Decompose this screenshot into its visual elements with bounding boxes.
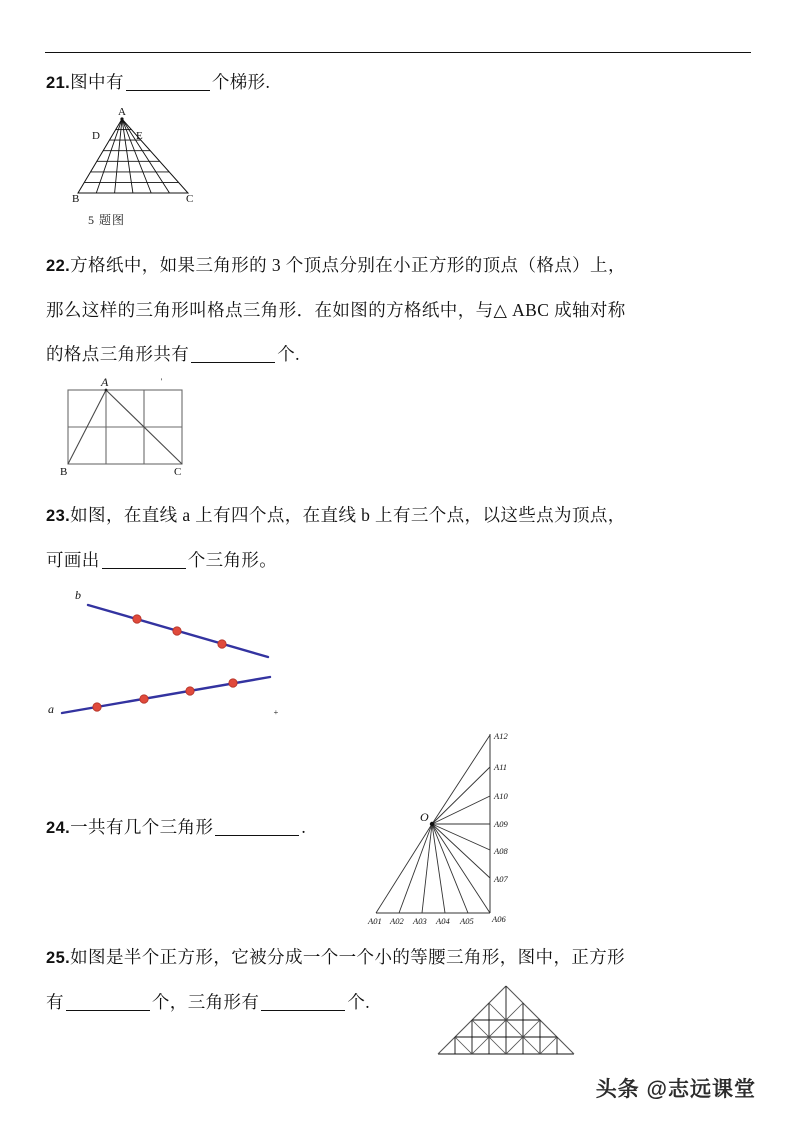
label-E-21: E: [136, 130, 143, 142]
watermark: 头条 @志远课堂: [595, 1078, 756, 1101]
label-C-21: C: [186, 193, 194, 205]
question-22-text-pre: 的格点三角形共有: [46, 344, 190, 364]
label-O-24: O: [420, 810, 429, 824]
label-A04: A04: [436, 916, 450, 926]
label-A12: A12: [494, 731, 508, 741]
figure-25-half-square: [430, 982, 590, 1062]
question-23-text-pre: 可画出: [46, 550, 100, 570]
question-22-line-3: [46, 332, 752, 376]
answer-blank-24[interactable]: [215, 835, 299, 836]
stray-mark-23: +: [273, 707, 279, 717]
question-21-number: 21.: [46, 74, 71, 92]
question-25-text-1: 如图是半个正方形，它被分成一个一个小的等腰三角形，图中，正方形: [70, 947, 626, 967]
label-D-21: D: [92, 130, 100, 142]
label-A03: A03: [413, 916, 427, 926]
question-25-text-post: 个.: [347, 992, 370, 1012]
label-A-22: A: [101, 375, 109, 389]
tick-mark-22: ': [160, 376, 162, 386]
question-25: [46, 935, 752, 1024]
answer-blank-25-triangles[interactable]: [261, 1010, 345, 1011]
answer-blank-25-squares[interactable]: [66, 1010, 150, 1011]
figure-21-triangle: [60, 105, 240, 210]
label-A10: A10: [494, 791, 508, 801]
question-23: [46, 493, 752, 582]
question-25-text-mid: 个，三角形有: [151, 992, 260, 1012]
question-24-text-post: .: [301, 817, 307, 837]
label-A05: A05: [460, 916, 474, 926]
answer-blank-22[interactable]: [191, 362, 275, 363]
label-C-22: C: [174, 466, 182, 478]
question-23-text-post: 个三角形。: [187, 550, 278, 570]
header-rule: [45, 52, 751, 53]
question-21-line-1: [46, 60, 752, 105]
question-25-line-2: [46, 980, 752, 1024]
question-22: [46, 243, 752, 376]
question-21-text-pre: 图中有: [70, 72, 124, 92]
question-21-text-post: 个梯形.: [211, 72, 271, 92]
label-a-23: a: [48, 702, 54, 716]
label-A11: A11: [494, 762, 508, 772]
figure-22-grid: [52, 372, 212, 477]
question-22-number: 22.: [46, 257, 71, 275]
answer-blank-21[interactable]: [126, 90, 210, 91]
label-A02: A02: [390, 916, 404, 926]
question-22-line-2: [46, 288, 752, 332]
figure-21-caption: 5 题图: [88, 213, 126, 227]
figure-23-lines: [40, 585, 300, 725]
figure-24-fan: [368, 726, 538, 926]
label-A-21: A: [118, 106, 126, 118]
answer-blank-23[interactable]: [102, 568, 186, 569]
label-A09: A09: [494, 819, 508, 829]
question-23-text-1: 如图，在直线 a 上有四个点，在直线 b 上有三个点，以这些点为顶点，: [70, 505, 626, 525]
question-25-number: 25.: [46, 949, 71, 967]
question-25-text-pre: 有: [46, 992, 64, 1012]
question-22-text-post: 个.: [277, 344, 300, 364]
question-23-number: 23.: [46, 507, 71, 525]
question-25-line-1: [46, 935, 752, 980]
question-22-text-2: 那么这样的三角形叫格点三角形．在如图的方格纸中，与△ ABC 成轴对称: [46, 300, 626, 320]
label-A06: A06: [492, 914, 506, 924]
question-22-line-1: [46, 243, 752, 288]
question-23-line-2: [46, 538, 752, 582]
question-24-text-pre: 一共有几个三角形: [70, 817, 214, 837]
question-23-line-1: [46, 493, 752, 538]
label-B-21: B: [72, 193, 80, 205]
question-24-number: 24.: [46, 819, 71, 837]
question-22-text-1: 方格纸中，如果三角形的 3 个顶点分别在小正方形的顶点（格点）上，: [70, 255, 626, 275]
label-A01: A01: [368, 916, 382, 926]
label-A08: A08: [494, 846, 508, 856]
label-A07: A07: [494, 874, 508, 884]
question-21: [46, 60, 752, 105]
label-b-23: b: [75, 588, 81, 602]
label-B-22: B: [60, 466, 68, 478]
